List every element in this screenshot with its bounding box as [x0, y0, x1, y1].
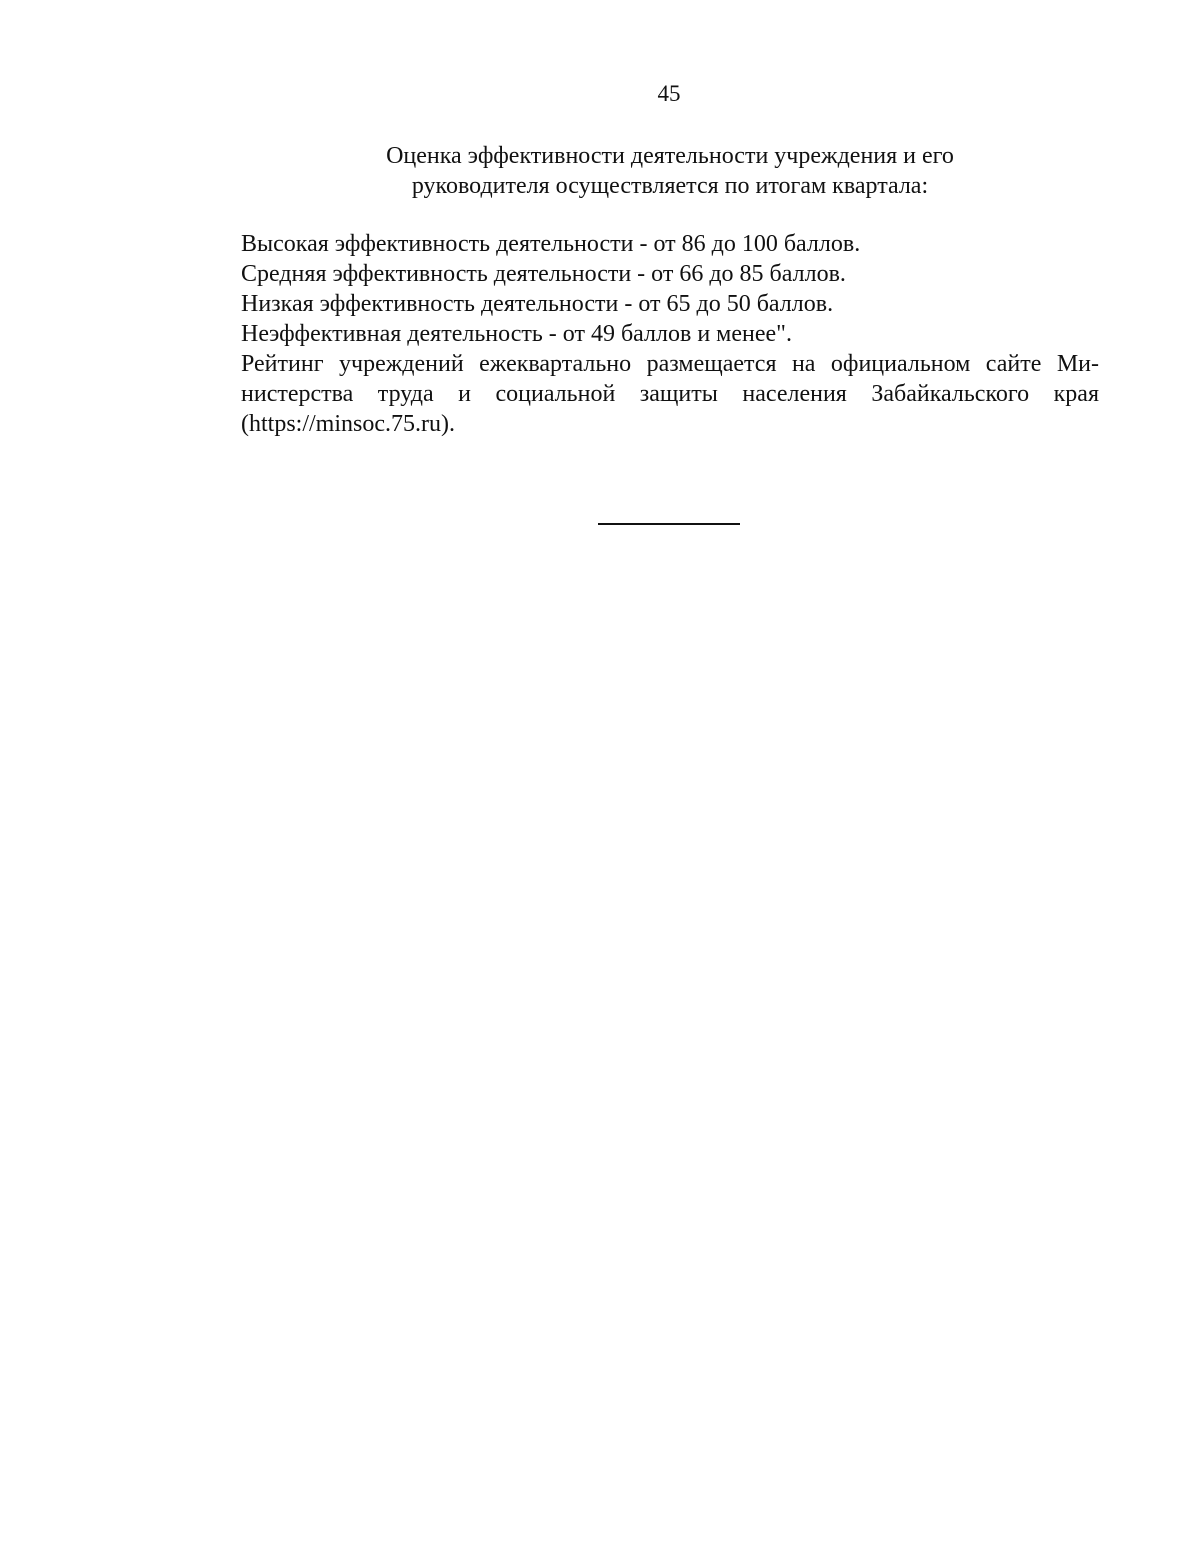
rating-line-2: нистерства труда и социальной защиты населения Забайкальского края: [241, 381, 1099, 407]
page-number: 45: [657, 81, 681, 106]
section-heading: [240, 141, 1100, 201]
body-text: [241, 229, 1099, 439]
heading-line-1: Оценка эффективности деятельности учреждения и его: [386, 143, 954, 169]
heading-line-2: руководителя осуществляется по итогам квартала:: [411, 173, 929, 199]
end-rule: [598, 523, 740, 525]
rating-line-1: Рейтинг учреждений ежеквартально размещается на официальном сайте Ми-: [241, 351, 1099, 377]
level-ineffective: Неэффективная деятельность - от 49 баллов и менее".: [241, 321, 792, 347]
level-medium: Средняя эффективность деятельности - от 66 до 85 баллов.: [241, 261, 846, 287]
rating-line-3: (https://minsoc.75.ru).: [241, 411, 455, 437]
level-low: Низкая эффективность деятельности - от 65 до 50 баллов.: [241, 291, 834, 317]
level-high: Высокая эффективность деятельности - от 86 до 100 баллов.: [241, 231, 861, 257]
